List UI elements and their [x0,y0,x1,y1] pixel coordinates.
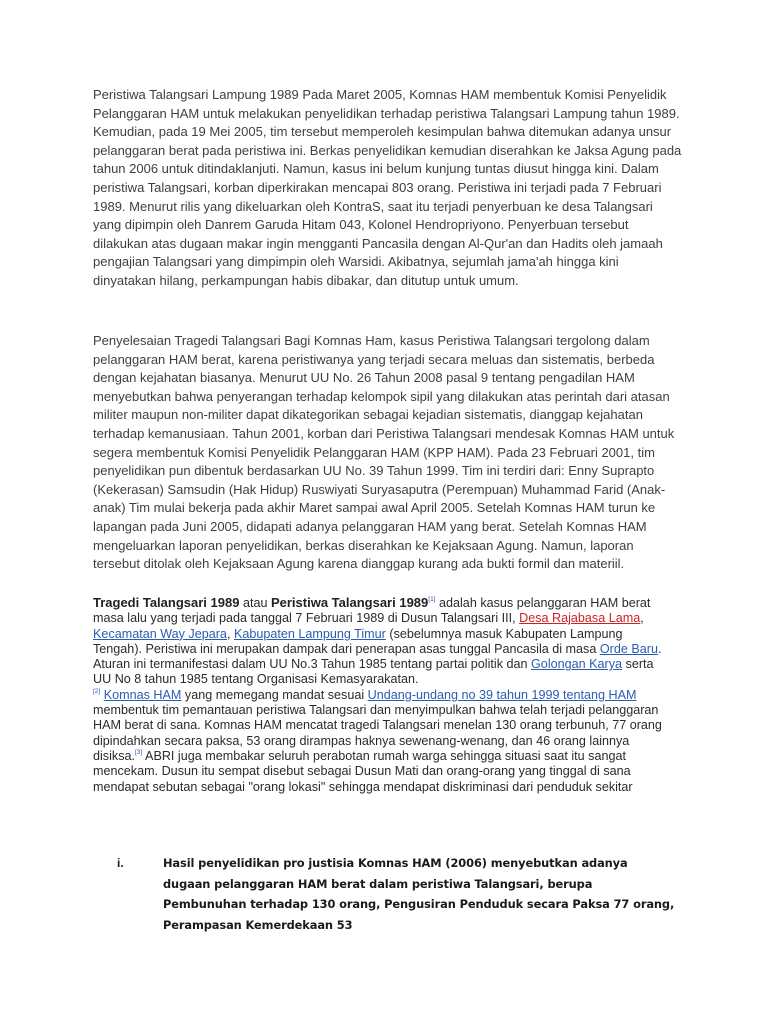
link-orde-baru[interactable]: Orde Baru [599,641,658,656]
link-undang-undang[interactable]: Undang-undang no 39 tahun 1999 tentang HAM [367,687,637,702]
wiki-text: atau [239,596,271,610]
paragraph-penyelesaian: Penyelesaian Tragedi Talangsari Bagi Komnas Ham, kasus Peristiwa Talangsari tergolong dalam pelanggaran HAM berat, karena peristiwanya yang terjadi secara meluas dan sistematis, berbeda dengan kejahatan biasanya. Menurut UU No. 26 Tahun 2008 pasal 9 tentang pengadilan HAM menyebutkan bahwa penyerangan terhadap kelompok sipil yang dilakukan atas perintah dari atasan militer maupun non-militer dapat dikategorikan sebagai kejadian sistematis, dianggap kejahatan terhadap kemanusiaan. Tahun 2001, korban dari Peristiwa Talangsari mendesak Komnas HAM untuk segera membentuk Komisi Penyelidik Pelanggaran HAM (KPP HAM). Pada 23 Februari 2001, tim penyelidikan pun dibentuk berdasarkan UU No. 39 Tahun 1999. Tim ini terdiri dari: Enny Suprapto (Kekerasan) Samsudin (Hak Hidup) Ruswiyati Suryasaputra (Perempuan) Muhammad Farid (Anak-anak) Tim mulai bekerja pada akhir Maret sampai awal April 2005. Setelah Komnas HAM turun ke lapangan pada Juni 2005, didapati adanya pelanggaran HAM yang berat. Setelah Komnas HAM mengeluarkan laporan penyelidikan, berkas diserahkan ke Kejaksaan Agung. Namun, laporan tersebut ditolak oleh Kejaksaan Agung karena dianggap kurang ada bukti formil dan materiil. [93,333,675,572]
wiki-excerpt [93,595,673,795]
list-item-text: Hasil penyelidikan pro justisia Komnas HAM (2006) menyebutkan adanya dugaan pelanggaran HAM berat dalam peristiwa Talangsari, berupa Pembunuhan terhadap 130 orang, Pengusiran Penduduk secara Paksa 77 orang, Perampasan Kemerdekaan 53 [163,856,675,932]
wiki-text: membentuk tim pemantauan peristiwa Talangsari dan menyimpulkan bahwa telah terjadi pelanggaran HAM berat di sana. Komnas HAM mencatat tragedi Talangsari menelan 130 orang terbunuh, 77 orang dipindahkan secara paksa, 53 orang dirampas haknya sewenang-wenang, dan 46 orang lainnya disiksa. [93,703,662,763]
findings-list [117,853,677,935]
wiki-text: ABRI juga membakar seluruh perabotan rumah warga sehingga situasi saat itu sangat mencekam. Dusun itu sempat disebut sebagai Dusun Mati dan orang-orang yang tinggal di sana mendapat sebutan sebagai "orang lokasi" sehingga mendapat diskriminasi dari penduduk sekitar [93,748,633,794]
reference-3[interactable]: [3] [135,748,143,756]
link-desa-rajabasa-lama[interactable]: Desa Rajabasa Lama [519,611,641,626]
wiki-title-2: Peristiwa Talangsari 1989 [270,595,429,610]
wiki-text: yang memegang mandat sesuai [181,687,368,702]
list-item [117,853,677,935]
wiki-title-1: Tragedi Talangsari 1989 [93,595,240,610]
wiki-text: serta UU No 8 tahun 1985 tentang Organisasi Kemasyarakatan. [93,657,654,687]
list-marker: i. [117,856,124,870]
link-komnas-ham[interactable]: Komnas HAM [103,687,182,702]
reference-2[interactable]: [2] [93,687,101,695]
wiki-text: , [226,626,234,641]
wiki-text: adalah kasus pelanggaran HAM berat masa lalu yang terjadi pada tanggal 7 Februari 1989 di Dusun Talangsari III, [93,596,651,626]
wiki-text: . Aturan ini termanifestasi dalam UU No.3 Tahun 1985 tentang partai politik dan [93,641,662,672]
paragraph-talangsari-intro: Peristiwa Talangsari Lampung 1989 Pada Maret 2005, Komnas HAM membentuk Komisi Penyelidik Pelanggaran HAM untuk melakukan penyelidikan terhadap peristiwa Talangsari Lampung tahun 1989. Kemudian, pada 19 Mei 2005, tim tersebut memperoleh kesimpulan bahwa ditemukan adanya unsur pelanggaran berat pada peristiwa ini. Berkas penyelidikan kemudian diserahkan ke Jaksa Agung pada tahun 2006 untuk ditindaklanjuti. Namun, kasus ini belum kunjung tuntas diusut hingga kini. Dalam peristiwa Talangsari, korban diperkirakan mencapai 803 orang. Peristiwa ini terjadi pada 7 Februari 1989. Menurut rilis yang dikeluarkan oleh KontraS, saat itu terjadi penyerbuan ke desa Talangsari yang dipimpin oleh Danrem Garuda Hitam 043, Kolonel Hendropriyono. Penyerbuan tersebut dilakukan atas dugaan makar ingin mengganti Pancasila dengan Al-Qur'an dan Hadits oleh jamaah pengajian Talangsari yang dimpimpin oleh Warsidi. Akibatnya, sejumlah jama'ah hingga kini dinyatakan hilang, perkampungan habis dibakar, dan ditutup untuk umum. [93,87,682,288]
link-kecamatan-way-jepara[interactable]: Kecamatan Way Jepara [93,626,227,641]
link-golongan-karya[interactable]: Golongan Karya [531,657,623,672]
wiki-text: , [640,611,644,626]
wiki-text: (sebelumnya masuk Kabupaten Lampung Tengah). Peristiwa ini merupakan dampak dari penerapan asas tunggal Pancasila di masa [93,626,623,656]
link-kabupaten-lampung-timur[interactable]: Kabupaten Lampung Timur [233,626,386,641]
reference-1[interactable]: [1] [428,596,436,603]
